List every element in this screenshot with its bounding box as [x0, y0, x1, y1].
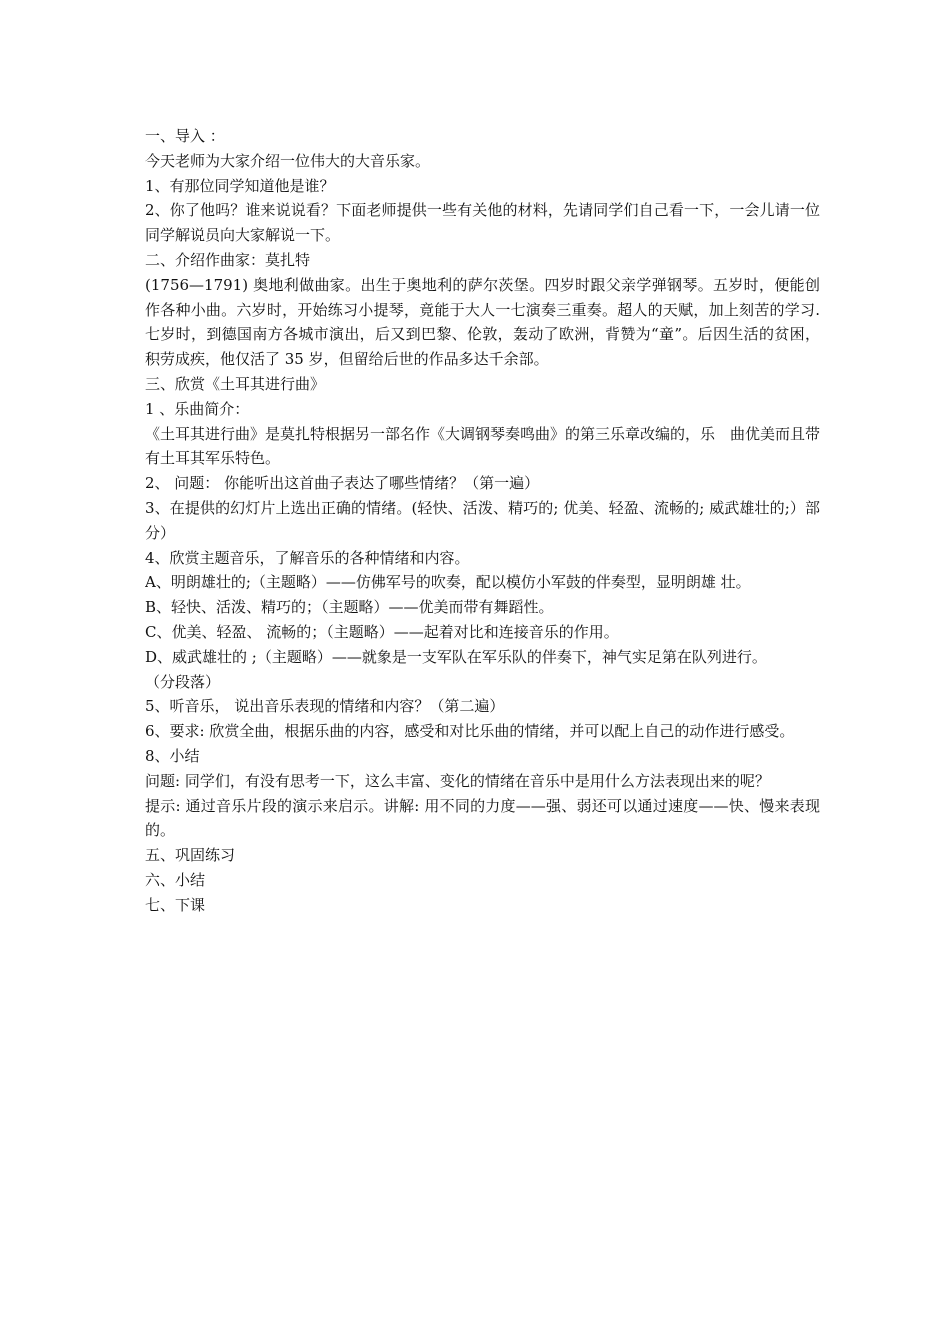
summary-question: 问题: 同学们，有没有思考一下，这么丰富、变化的情绪在音乐中是用什么方法表现出来的呢？: [145, 771, 770, 790]
question-2: 2、你了他吗？谁来说说看？下面老师提供一些有关他的材料，先请同学们自己看一下，一会儿请一位同学解说员向大家解说一下。: [145, 201, 820, 245]
question-mood-first-listen: 2、 问题： 你能听出这首曲子表达了哪些情绪？（第一遍）: [145, 474, 540, 493]
piece-intro-text: 《土耳其进行曲》是莫扎特根据另一部名作《大调钢琴奏鸣曲》的第三乐章改编的，乐 曲优美而且带有土耳其军乐特色。: [145, 424, 821, 468]
theme-c: C、优美、轻盈、 流畅的；（主题略）——起着对比和连接音乐的作用。: [145, 622, 619, 641]
section-heading-dismiss: 七、下课: [145, 895, 206, 914]
second-listen: 5、听音乐， 说出音乐表现的情绪和内容？（第二遍）: [145, 697, 505, 716]
section-heading-summary: 六、小结: [145, 870, 206, 889]
summary-hint: 提示: 通过音乐片段的演示来启示。讲解: 用不同的力度——强、弱还可以通过速度——快、慢来表现的。: [145, 796, 820, 840]
intro-sentence: 今天老师为大家介绍一位伟大的大音乐家。: [145, 151, 431, 170]
section-heading-practice: 五、巩固练习: [145, 846, 236, 865]
summary-heading: 8、小结: [145, 746, 200, 765]
section-heading-appreciation: 三、欣赏《土耳其进行曲》: [145, 374, 326, 393]
theme-b: B、轻快、活泼、精巧的；（主题略）——优美而带有舞蹈性。: [145, 598, 554, 617]
full-piece-requirement: 6、要求: 欣赏全曲，根据乐曲的内容，感受和对比乐曲的情绪，并可以配上自己的动作进行感受。: [145, 722, 795, 741]
slide-mood-selection: 3、在提供的幻灯片上选出正确的情绪。(轻快、活泼、精巧的; 优美、轻盈、流畅的; 威武雄壮的;）部分）: [145, 498, 820, 542]
theme-d: D、威武雄壮的 ;（主题略）——就象是一支军队在军乐队的伴奏下，神气实足第在队列进行。: [145, 647, 767, 666]
section-heading-intro: 一、导入 ：: [145, 127, 225, 145]
lesson-plan-body: [145, 124, 820, 918]
composer-biography: (1756—1791) 奥地利做曲家。出生于奥地利的萨尔茨堡。四岁时跟父亲学弹钢琴。五岁时，便能创作各种小曲。六岁时，开始练习小提琴，竟能于大人一七演奏三重奏。超人的天赋，加上刻苦的学习.七岁时，到德国南方各城市演出，后又到巴黎、伦敦，轰动了欧洲，背赞为“童”。后因生活的贫困，积劳成疾，他仅活了 35 岁，但留给后世的作品多达千余部。: [145, 275, 820, 369]
question-1: 1、有那位同学知道他是谁？: [145, 176, 335, 195]
theme-a: A、明朗雄壮的;（主题略）——仿佛军号的吹奏，配以模仿小军鼓的伴奏型，显明朗雄 壮。: [145, 573, 751, 592]
theme-appreciation: 4、欣赏主题音乐，了解音乐的各种情绪和内容。: [145, 548, 470, 567]
section-split-note: （分段落）: [145, 672, 221, 691]
section-heading-composer: 二、介绍作曲家：莫扎特: [145, 250, 311, 269]
piece-intro-heading: 1 、乐曲简介：: [145, 399, 250, 418]
